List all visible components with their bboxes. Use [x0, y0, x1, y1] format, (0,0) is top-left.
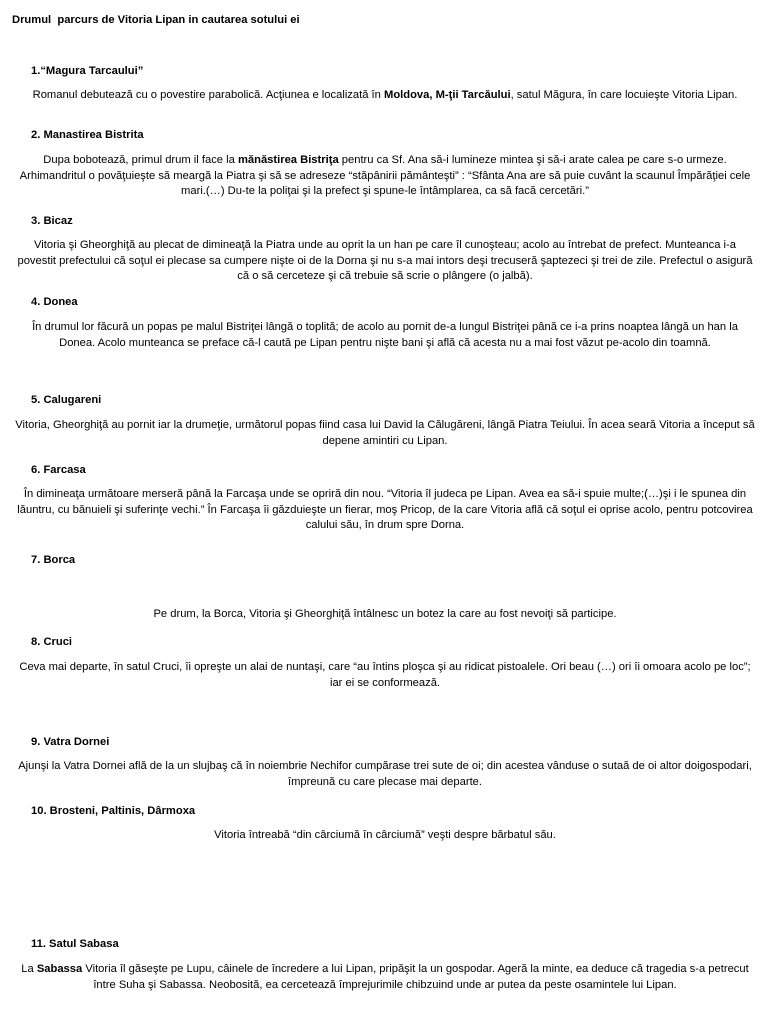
section-paragraph [14, 320, 756, 351]
section-paragraph [14, 88, 756, 104]
section-heading: 4. Donea [31, 296, 78, 308]
section-paragraph [14, 487, 756, 534]
text-run: Ceva mai departe, în satul Cruci, îi opreşte un alai de nuntaşi, care “au întins ploşca şi au ridicat pistoalele. Ori beau (…) ori îi omoara acolo pe loc”; iar ei se conformează. [19, 661, 751, 689]
bold-text-run: Moldova, M-ţii Tarcăului [384, 89, 511, 101]
text-run: Vitoria întreabă “din cârciumă în cârciumă” veşti despre bărbatul său. [214, 829, 556, 841]
section-paragraph [14, 660, 756, 691]
section-heading: 8. Cruci [31, 636, 73, 648]
section-paragraph [14, 828, 756, 844]
bold-text-run: Sabassa [36, 963, 83, 975]
section-heading: 7. Borca [31, 554, 76, 566]
text-run: pentru ca Sf. Ana să-i lumineze mintea şi să-i arate calea pe care s-o urmeze. Arhimandritul o povăţuieşte să meargă la Piatra şi să se adreseze “stăpânirii pământeşti” : “Sfânta Ana are să puie cuvânt la scaunul Împărăţiei cele mari.(…) Du-te la poliţai şi la prefect şi spune-le întâmplarea, ca să facă cercetări.” [19, 154, 751, 197]
section-paragraph [14, 607, 756, 623]
section-paragraph [14, 153, 756, 200]
text-run: Vitoria îl găseşte pe Lupu, câinele de încredere a lui Lipan, pripăşit la un gospodar. Ageră la minte, ea deduce că tragedia s-a petrecut între Suha şi Sabassa. Neobosită, ea cercetează împrejurimile chibzuind unde ar putea da peste osamintele lui Lipan. [82, 963, 749, 991]
section-heading: 1.“Magura Tarcaului” [31, 65, 144, 77]
text-run: Vitoria şi Gheorghiţă au plecat de dimineaţă la Piatra unde au oprit la un han pe care îl cunoşteau; acolo au întrebat de prefect. Munteanca i-a povestit prefectului că soţul ei plecase sa cumpere nişte oi de la Dorna şi nu s-a mai intors deşi trecuseră şaptezeci şi trei de zile. Prefectul o asigură că o să cerceteze şi că trebuie să scrie o plângere (o jalbă). [17, 239, 753, 282]
text-run: Pe drum, la Borca, Vitoria şi Gheorghiţă întâlnesc un botez la care au fost nevoiţi să participe. [153, 608, 617, 620]
section-paragraph [14, 418, 756, 449]
section-heading: 5. Calugareni [31, 394, 102, 406]
section-paragraph [14, 238, 756, 285]
text-run: , satul Măgura, în care locuieşte Vitoria Lipan. [510, 89, 738, 101]
text-run: În drumul lor făcură un popas pe malul Bistriţei lângă o toplită; de acolo au pornit de-a lungul Bistriţei până ce i-a prins noaptea lângă un han la Donea. Acolo munteanca se preface că-l caută pe Lipan pentru nişte bani şi află că acesta nu a mai fost văzut pe-acolo din toamnă. [32, 321, 738, 349]
text-run: La [21, 963, 37, 975]
section-paragraph [14, 962, 756, 993]
section-paragraph [14, 759, 756, 790]
document-title: Drumul parcurs de Vitoria Lipan in cautarea sotului ei [12, 14, 300, 26]
section-heading: 2. Manastirea Bistrita [31, 129, 144, 141]
section-heading: 9. Vatra Dornei [31, 736, 110, 748]
bold-text-run: mănăstirea Bistriţa [237, 154, 339, 166]
text-run: În dimineaţa următoare merseră până la Farcaşa unde se opriră din nou. “Vitoria îl judeca pe Lipan. Avea ea să-i spuie multe;(…)şi i le spunea din lăuntru, cu bănuieli şi suferinţe vechi.” În Farcaşa îi găzduieşte un fierar, moş Pricop, de la care Vitoria află că soţul ei oprise acolo, pentru potcovirea calului său, în drum spre Dorna. [17, 488, 753, 531]
section-heading: 3. Bicaz [31, 215, 73, 227]
text-run: Romanul debutează cu o povestire parabolică. Acţiunea e localizată în [32, 89, 384, 101]
text-run: Vitoria, Gheorghiţă au pornit iar la drumeţie, următorul popas fiind casa lui David la Călugăreni, lângă Piatra Teiului. În acea seară Vitoria a început să depene amintiri cu Lipan. [15, 419, 755, 447]
section-heading: 11. Satul Sabasa [31, 938, 119, 950]
text-run: Ajunşi la Vatra Dornei află de la un slujbaş că în noiembrie Nechifor cumpărase trei sute de oi; din acestea vânduse o sutaă de oi altor doigospodari, împreună cu care plecase mai departe. [18, 760, 752, 788]
section-heading: 6. Farcasa [31, 464, 86, 476]
text-run: Dupa bobotează, primul drum il face la [43, 154, 238, 166]
section-heading: 10. Brosteni, Paltinis, Dârmoxa [31, 805, 196, 817]
